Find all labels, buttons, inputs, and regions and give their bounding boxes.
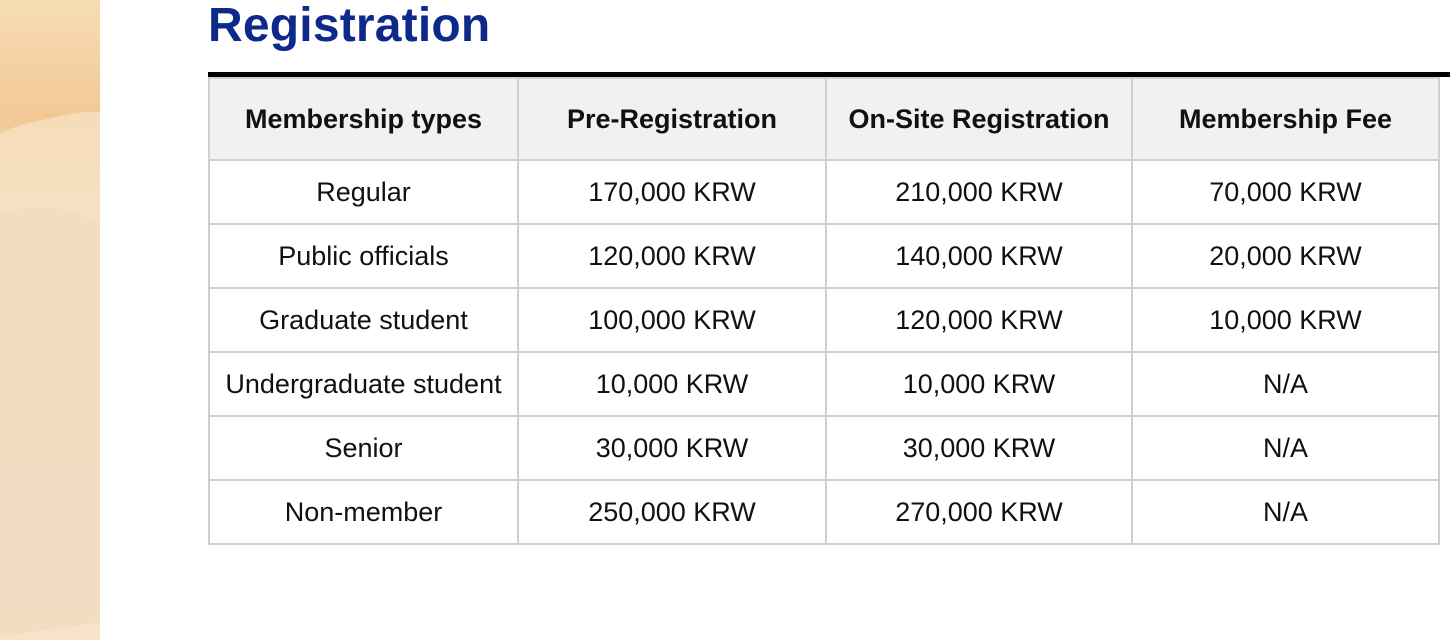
pre-registration-cell: 250,000 KRW <box>518 480 826 544</box>
registration-fee-table <box>208 77 1440 545</box>
main-content <box>208 0 1450 640</box>
membership-type-cell: Graduate student <box>209 288 518 352</box>
on-site-registration-cell: 210,000 KRW <box>826 160 1132 224</box>
on-site-registration-cell: 10,000 KRW <box>826 352 1132 416</box>
membership-fee-cell: N/A <box>1132 352 1439 416</box>
column-header-membership-types: Membership types <box>209 78 518 160</box>
on-site-registration-cell: 270,000 KRW <box>826 480 1132 544</box>
on-site-registration-cell: 120,000 KRW <box>826 288 1132 352</box>
membership-fee-cell: 10,000 KRW <box>1132 288 1439 352</box>
on-site-registration-cell: 30,000 KRW <box>826 416 1132 480</box>
table-row <box>209 480 1439 544</box>
pre-registration-cell: 100,000 KRW <box>518 288 826 352</box>
membership-type-cell: Non-member <box>209 480 518 544</box>
on-site-registration-cell: 140,000 KRW <box>826 224 1132 288</box>
table-header <box>209 78 1439 160</box>
table-row <box>209 416 1439 480</box>
decorative-wave <box>0 191 100 640</box>
column-header-on-site-registration: On-Site Registration <box>826 78 1132 160</box>
column-header-membership-fee: Membership Fee <box>1132 78 1439 160</box>
table-row <box>209 288 1439 352</box>
membership-fee-cell: 70,000 KRW <box>1132 160 1439 224</box>
membership-type-cell: Regular <box>209 160 518 224</box>
table-row <box>209 352 1439 416</box>
membership-type-cell: Public officials <box>209 224 518 288</box>
pre-registration-cell: 10,000 KRW <box>518 352 826 416</box>
membership-fee-cell: 20,000 KRW <box>1132 224 1439 288</box>
page-title: Registration <box>208 0 491 52</box>
table-row <box>209 160 1439 224</box>
table-body <box>209 160 1439 544</box>
table-row <box>209 224 1439 288</box>
membership-fee-cell: N/A <box>1132 480 1439 544</box>
table-header-row <box>209 78 1439 160</box>
decorative-side-panel <box>0 0 100 640</box>
membership-fee-cell: N/A <box>1132 416 1439 480</box>
pre-registration-cell: 30,000 KRW <box>518 416 826 480</box>
pre-registration-cell: 170,000 KRW <box>518 160 826 224</box>
membership-type-cell: Senior <box>209 416 518 480</box>
column-header-pre-registration: Pre-Registration <box>518 78 826 160</box>
membership-type-cell: Undergraduate student <box>209 352 518 416</box>
pre-registration-cell: 120,000 KRW <box>518 224 826 288</box>
